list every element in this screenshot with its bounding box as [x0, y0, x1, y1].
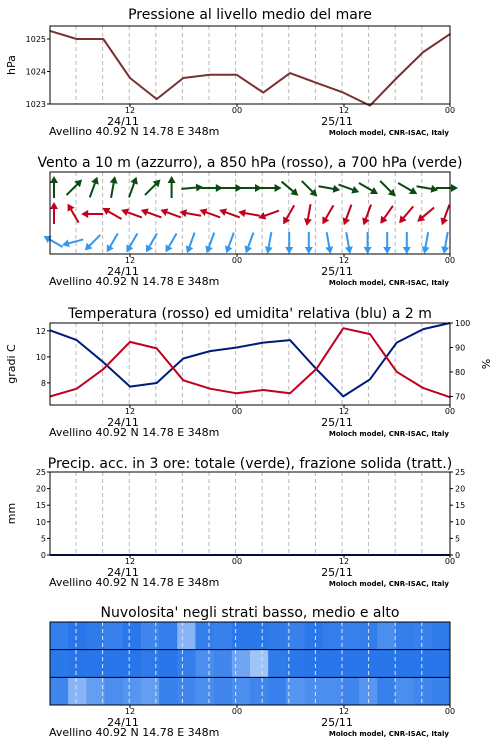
pressure-point: [129, 77, 131, 79]
x-tick-label: 00: [444, 256, 456, 265]
cloud-cell: [232, 650, 251, 678]
cloud-cell: [214, 677, 233, 705]
cloud-cell: [177, 650, 196, 678]
cloud-cell: [141, 622, 160, 650]
cloud-cell: [323, 622, 342, 650]
x-tick-label: 00: [231, 557, 243, 566]
cloud-cell: [50, 622, 69, 650]
y2-tick-label: 25: [455, 468, 466, 477]
location-label: Avellino 40.92 N 14.78 E 348m: [49, 426, 220, 439]
cloud-cell: [141, 650, 160, 678]
y2-tick-label: 100: [455, 319, 471, 328]
cloud-cell: [414, 677, 433, 705]
cloud-cell: [432, 677, 451, 705]
cloud-cell: [195, 622, 214, 650]
cloud-cell: [414, 622, 433, 650]
pressure-point: [183, 77, 185, 79]
y-tick-label: 12: [35, 326, 46, 336]
chart-title: Temperatura (rosso) ed umidita' relativa (blu) a 2 m: [68, 306, 432, 322]
y-tick-label: 0: [40, 551, 46, 560]
x-date-label: 25/11: [321, 416, 353, 429]
x-tick-label: 00: [231, 106, 243, 115]
y2-tick-label: 80: [455, 367, 466, 377]
pressure-point: [316, 82, 318, 84]
pressure-point: [103, 38, 105, 40]
y2-tick-label: 0: [455, 551, 461, 560]
pressure-point: [263, 92, 265, 94]
x-tick-label: 12: [124, 557, 136, 566]
x-tick-label: 12: [124, 256, 136, 265]
x-tick-label: 12: [338, 407, 350, 416]
pressure-point: [236, 74, 238, 76]
y-tick-label: 15: [35, 501, 46, 511]
x-date-label: 25/11: [321, 265, 353, 278]
y2-tick-label: 15: [455, 501, 466, 511]
panel-background: [50, 26, 450, 104]
panel-wind: [37, 155, 462, 288]
x-tick-label: 00: [444, 707, 456, 716]
x-date-label: 25/11: [321, 115, 353, 128]
panel-temperature-humidity: [5, 306, 493, 439]
cloud-cell: [377, 622, 396, 650]
cloud-cell: [105, 650, 124, 678]
cloud-cell: [68, 650, 87, 678]
cloud-cell: [268, 622, 287, 650]
cloud-cell: [123, 677, 142, 705]
model-label: Moloch model, CNR-ISAC, Italy: [328, 279, 449, 287]
location-label: Avellino 40.92 N 14.78 E 348m: [49, 275, 220, 288]
cloud-cell: [50, 677, 69, 705]
cloud-cell: [323, 677, 342, 705]
x-tick-label: 12: [124, 106, 136, 115]
x-tick-label: 00: [444, 557, 456, 566]
x-date-label: 24/11: [107, 265, 139, 278]
y-tick-label: 25: [35, 468, 46, 477]
cloud-cell: [250, 677, 269, 705]
x-tick-label: 12: [338, 256, 350, 265]
pressure-point: [423, 51, 425, 53]
cloud-cell: [232, 622, 251, 650]
cloud-cell: [395, 622, 414, 650]
cloud-cell: [268, 677, 287, 705]
cloud-cell: [250, 622, 269, 650]
model-label: Moloch model, CNR-ISAC, Italy: [328, 730, 449, 738]
cloud-cell: [50, 650, 69, 678]
x-tick-label: 12: [338, 707, 350, 716]
x-tick-label: 00: [444, 407, 456, 416]
location-label: Avellino 40.92 N 14.78 E 348m: [49, 125, 220, 138]
cloud-cell: [341, 677, 360, 705]
x-tick-label: 12: [124, 707, 136, 716]
pressure-point: [156, 98, 158, 100]
x-tick-label: 00: [231, 407, 243, 416]
cloud-cell: [159, 677, 178, 705]
pressure-point: [209, 74, 211, 76]
cloud-cell: [341, 622, 360, 650]
cloud-cell: [395, 677, 414, 705]
x-date-label: 25/11: [321, 716, 353, 729]
x-date-label: 24/11: [107, 115, 139, 128]
panel-pressure: [5, 7, 455, 138]
cloud-cell: [268, 650, 287, 678]
y-tick-label: 1024: [25, 67, 46, 77]
cloud-cell: [323, 650, 342, 678]
x-tick-label: 00: [231, 707, 243, 716]
x-tick-label: 12: [124, 407, 136, 416]
cloud-cell: [432, 650, 451, 678]
cloud-cell: [305, 650, 324, 678]
x-tick-label: 00: [444, 106, 456, 115]
y2-tick-label: 5: [455, 534, 461, 544]
y2-tick-label: 20: [455, 484, 466, 494]
cloud-cell: [250, 650, 269, 678]
y-tick-label: 10: [35, 352, 46, 362]
y-tick-label: 1023: [25, 100, 46, 109]
cloud-cell: [377, 677, 396, 705]
pressure-point: [369, 105, 371, 107]
cloud-cell: [177, 677, 196, 705]
y-tick-label: 1025: [25, 35, 46, 44]
pressure-point: [396, 77, 398, 79]
y2-axis-label: %: [480, 358, 493, 370]
y2-tick-label: 10: [455, 517, 466, 527]
cloud-cell: [159, 622, 178, 650]
cloud-cell: [432, 622, 451, 650]
model-label: Moloch model, CNR-ISAC, Italy: [328, 580, 449, 588]
x-date-label: 24/11: [107, 566, 139, 579]
cloud-cell: [214, 622, 233, 650]
cloud-cell: [414, 650, 433, 678]
cloud-cell: [305, 677, 324, 705]
location-label: Avellino 40.92 N 14.78 E 348m: [49, 576, 220, 589]
chart-title: Pressione al livello medio del mare: [128, 7, 372, 23]
cloud-cell: [195, 650, 214, 678]
x-date-label: 25/11: [321, 566, 353, 579]
panel-background: [50, 472, 450, 555]
chart-title: Nuvolosita' negli strati basso, medio e alto: [100, 605, 400, 621]
model-label: Moloch model, CNR-ISAC, Italy: [328, 430, 449, 438]
panel-clouds: [49, 605, 455, 739]
cloud-cell: [123, 622, 142, 650]
location-label: Avellino 40.92 N 14.78 E 348m: [49, 726, 220, 739]
y-axis-label: gradi C: [5, 344, 18, 384]
cloud-cell: [195, 677, 214, 705]
cloud-cell: [214, 650, 233, 678]
x-tick-label: 00: [231, 256, 243, 265]
cloud-cell: [141, 677, 160, 705]
pressure-point: [343, 92, 345, 94]
panel-precipitation: [5, 456, 465, 589]
y-axis-label: hPa: [5, 55, 18, 75]
pressure-point: [76, 38, 78, 40]
cloud-cell: [341, 650, 360, 678]
wind-arrow-head: [451, 184, 458, 192]
y-tick-label: 5: [40, 534, 46, 544]
cloud-cell: [105, 677, 124, 705]
x-date-label: 24/11: [107, 716, 139, 729]
y2-tick-label: 90: [455, 343, 466, 353]
y-tick-label: 8: [40, 378, 46, 388]
model-label: Moloch model, CNR-ISAC, Italy: [328, 129, 449, 137]
chart-title: Vento a 10 m (azzurro), a 850 hPa (rosso), a 700 hPa (verde): [37, 155, 463, 171]
pressure-point: [289, 72, 291, 74]
y-tick-label: 10: [35, 517, 46, 527]
cloud-cell: [105, 622, 124, 650]
cloud-cell: [377, 650, 396, 678]
cloud-cell: [159, 650, 178, 678]
y2-tick-label: 70: [455, 392, 466, 402]
cloud-cell: [177, 622, 196, 650]
x-tick-label: 12: [338, 557, 350, 566]
cloud-cell: [68, 622, 87, 650]
x-tick-label: 12: [338, 106, 350, 115]
cloud-cell: [232, 677, 251, 705]
y-axis-label: mm: [5, 502, 18, 525]
y-tick-label: 20: [35, 484, 46, 494]
cloud-cell: [305, 622, 324, 650]
x-date-label: 24/11: [107, 416, 139, 429]
cloud-cell: [395, 650, 414, 678]
chart-title: Precip. acc. in 3 ore: totale (verde), frazione solida (tratt.): [47, 456, 453, 472]
cloud-cell: [123, 650, 142, 678]
cloud-cell: [68, 677, 87, 705]
